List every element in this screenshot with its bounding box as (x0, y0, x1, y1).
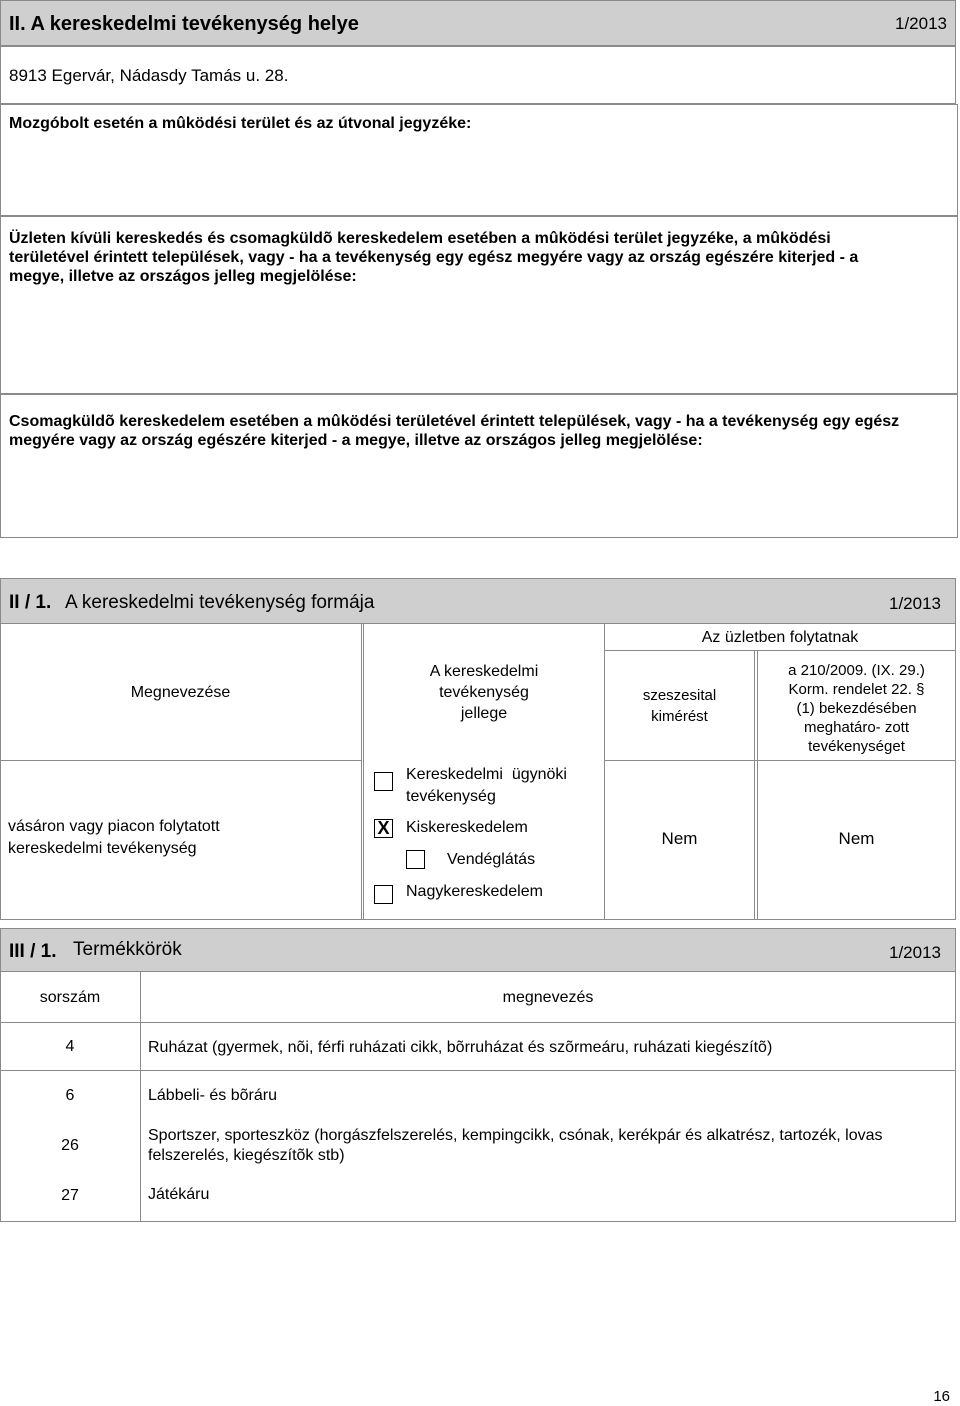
activity-form-table (0, 624, 956, 920)
col-product-header: megnevezés (502, 988, 594, 1006)
section31-prefix: III / 1. (9, 941, 57, 962)
product-name: Lábbeli- és bõráru (148, 1087, 277, 1104)
section21-code: 1/2013 (889, 594, 941, 613)
checkbox-agent[interactable] (374, 772, 393, 791)
mobile-route-box (0, 104, 958, 216)
col-decree-header: a 210/2009. (IX. 29.) Korm. rendelet 22. § (1) bekezdésében meghatáro- zott tevékenységet (788, 661, 925, 755)
outside-trade-box (0, 216, 958, 394)
product-table (0, 972, 956, 1222)
product-num: 6 (65, 1086, 75, 1104)
option-agent-label: Kereskedelmi ügynöki tevékenység (406, 766, 572, 805)
checkbox-retail[interactable]: X (374, 819, 393, 838)
mobile-route-label: Mozgóbolt esetén a mûködési terület és az útvonal jegyzéke: (9, 115, 472, 132)
product-name: Ruházat (gyermek, nõi, férfi ruházati cikk, bõrruházat és szõrmeáru, ruházati kiegészítõ) (148, 1039, 773, 1056)
row-name: vásáron vagy piacon folytatott kereskedelmi tevékenység (8, 818, 220, 857)
option-wholesale-label: Nagykereskedelem (406, 883, 543, 900)
option-retail-label: Kiskereskedelem (406, 819, 528, 836)
col-num-header: sorszám (39, 988, 101, 1006)
col-shop-group-header: Az üzletben folytatnak (701, 628, 859, 646)
product-num: 27 (61, 1186, 79, 1204)
section2-code: 1/2013 (895, 14, 947, 33)
col-spirits-header: szeszesital kimérést (642, 686, 717, 725)
checkbox-hospitality[interactable] (406, 850, 425, 869)
product-num: 4 (65, 1038, 75, 1055)
product-name: Játékáru (148, 1186, 210, 1203)
section2-header (0, 0, 956, 46)
col-nature-header: A kereskedelmi tevékenység jellege (429, 662, 539, 722)
product-name: Sportszer, sporteszköz (horgászfelszerelés, kempingcikk, csónak, kerékpár és alkatrész, tartozék, lovas felszerelés, kiegészítõk stb) (148, 1127, 883, 1164)
address-value: 8913 Egervár, Nádasdy Tamás u. 28. (9, 66, 289, 85)
address-box (0, 46, 956, 104)
col-name-header: Megnevezése (130, 683, 231, 701)
spirits-value: Nem (661, 829, 698, 848)
section31-header (0, 928, 956, 972)
mail-order-box (0, 394, 958, 538)
section21-header (0, 578, 956, 624)
section21-title: A kereskedelmi tevékenység formája (65, 592, 375, 613)
section31-title: Termékkörök (73, 939, 182, 960)
decree-value: Nem (838, 829, 875, 848)
outside-trade-label: Üzleten kívüli kereskedés és csomagküldõ kereskedelem esetében a mûködési terület jegyzéke, a mûködési területével érintett települések, vagy - ha a tevékenység egy egész megyére vagy az ország egészére kiterjed - a megye, illetve az országos jelleg megjelölése: (9, 230, 859, 285)
option-hospitality-label: Vendéglátás (447, 851, 536, 868)
section21-prefix: II / 1. (9, 592, 52, 613)
section31-code: 1/2013 (889, 943, 941, 962)
checkbox-wholesale[interactable] (374, 885, 393, 904)
page-number: 16 (933, 1388, 950, 1405)
section2-title: II. A kereskedelmi tevékenység helye (9, 13, 359, 35)
product-num: 26 (61, 1136, 79, 1154)
mail-order-label: Csomagküldõ kereskedelem esetében a mûködési területével érintett települések, vagy - ha a tevékenység egy egész megyére vagy az ország egészére kiterjed - a megye, illetve az országos jelleg megjelölése: (9, 413, 900, 449)
